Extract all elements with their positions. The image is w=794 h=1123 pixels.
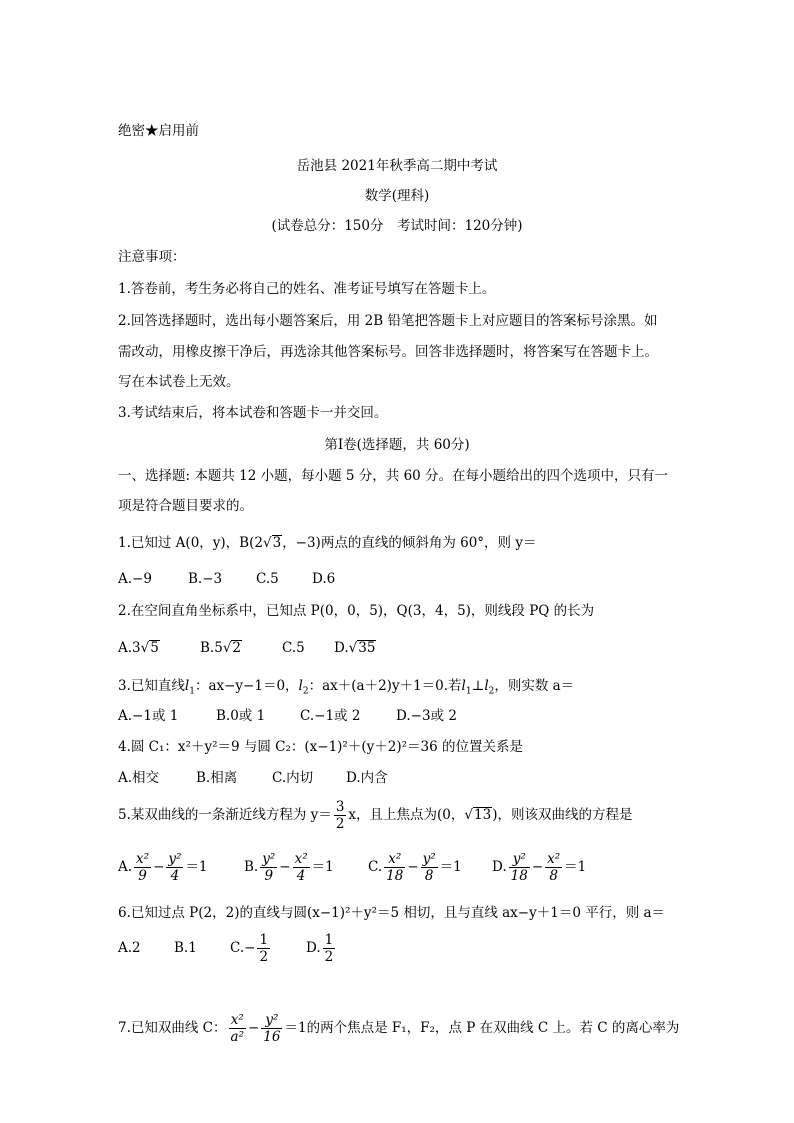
q3-p1: 3.已知直线	[118, 678, 185, 694]
q3-option-b: B.0或 1	[216, 708, 266, 724]
minus-sign: −	[153, 859, 165, 875]
q5-b-n1: y²	[262, 851, 276, 867]
question-2: 2.在空间直角坐标系中，已知点 P(0，0，5)，Q(3，4，5)，则线段 PQ 的长为	[118, 603, 595, 619]
q5-option-c	[368, 850, 462, 884]
q7-post: 的两个焦点是 F₁，F₂，点 P 在双曲线 C 上。若 C 的离心率为	[306, 1020, 680, 1036]
question-4: 4.圆 C₁：x²＋y²＝9 与圆 C₂：(x−1)²＋(y＋2)²＝36 的位置关系是	[118, 739, 523, 755]
q6-c-den: 2	[259, 949, 269, 965]
q5-b-d2: 4	[296, 868, 306, 884]
sqrt-icon: √5	[140, 640, 159, 656]
q5-d-frac1	[509, 851, 530, 884]
q5-b-frac1	[260, 851, 277, 884]
q5-c-frac1	[384, 851, 405, 884]
q5-a-label: A.	[118, 859, 133, 875]
section-title: 第Ⅰ卷(选择题，共 60分)	[324, 437, 470, 453]
q6-option-d	[306, 930, 337, 966]
q5-d-n1: y²	[509, 851, 530, 868]
q1-option-b: B.−3	[188, 571, 223, 587]
q5-a-n1: x²	[136, 851, 150, 867]
notes-heading: 注意事项：	[118, 249, 186, 265]
exam-info: (试卷总分：150分 考试时间：120分钟)	[271, 218, 523, 234]
q3-s2b: 2	[488, 686, 495, 697]
q6-d-num: 1	[324, 932, 334, 948]
q5-b-rhs: ＝1	[311, 859, 334, 875]
q3-option-a: A.−1或 1	[118, 708, 179, 724]
minus-sign: −	[279, 859, 291, 875]
q5-c-d1: 18	[386, 868, 404, 884]
q6-c-num: 1	[259, 932, 269, 948]
sqrt-3: √3	[262, 535, 282, 551]
q3-l2: l	[298, 678, 303, 694]
q5-mid: x，且上焦点为(0，	[348, 807, 465, 823]
q5-d-label: D.	[492, 859, 507, 875]
q5-b-frac2	[293, 851, 310, 884]
q5-d-rhs: ＝1	[564, 859, 587, 875]
question-6: 6.已知过点 P(2，2)的直线与圆(x−1)²＋y²＝5 相切，且与直线 ax−y＋1＝0 平行，则 a＝	[118, 905, 666, 921]
q5-b-n2: x²	[294, 851, 308, 867]
exam-subject: 数学(理科)	[364, 188, 430, 204]
q6-option-c	[230, 930, 272, 966]
q2-a-label: A.3	[118, 640, 141, 656]
q5-option-d	[492, 850, 586, 884]
q3-l1: l	[184, 678, 190, 694]
question-5	[118, 798, 632, 832]
q7-d2: 16	[263, 1029, 281, 1045]
q5-a-n2: y²	[168, 851, 182, 867]
q4-option-b: B.相离	[196, 770, 238, 786]
q2-option-c: C.5	[282, 640, 305, 656]
q3-p3: ：ax＋(a＋2)y＋1＝0.若	[308, 678, 462, 694]
question-1	[118, 534, 536, 552]
q5-fraction	[334, 799, 347, 832]
minus-sign: −	[407, 859, 419, 875]
q6-d-den: 2	[324, 949, 334, 965]
q1-option-c: C.5	[256, 571, 279, 587]
q1-post: ，−3)两点的直线的倾斜角为 60°，则 y＝	[282, 535, 537, 551]
q1-pre: 1.已知过 A(0，y)，B(2	[118, 535, 263, 551]
q5-option-b	[244, 850, 334, 884]
minus-sign: −	[531, 859, 544, 875]
note-2a: 2.回答选择题时，选出每小题答案后，用 2B 铅笔把答题卡上对应题目的答案标号涂黑。如	[118, 313, 658, 329]
q1-radicand: 3	[272, 535, 282, 551]
q5-a-d1: 9	[138, 868, 147, 884]
q6-d-frac	[323, 932, 336, 965]
q7-d1: a²	[230, 1029, 244, 1045]
sqrt-icon: √2	[222, 640, 242, 656]
q6-c-label: C.−	[230, 940, 256, 956]
note-1: 1.答卷前，考生务必将自己的姓名、准考证号填写在答题卡上。	[118, 281, 496, 297]
q5-post: )，则该双曲线的方程是	[492, 807, 633, 823]
question-7	[118, 1010, 679, 1046]
q3-p5: ，则实数 a＝	[494, 678, 575, 694]
q2-b-label: B.5	[200, 640, 223, 656]
q5-num: 3	[335, 799, 345, 815]
q4-option-c: C.内切	[272, 770, 314, 786]
q3-l1b: l	[461, 678, 466, 694]
exam-title: 岳池县 2021年秋季高二期中考试	[296, 158, 498, 174]
q2-d-label: D.	[334, 640, 349, 656]
q5-a-frac1	[134, 851, 151, 884]
note-2b: 需改动，用橡皮擦干净后，再选涂其他答案标号。回答非选择题时，将答案写在答题卡上。	[118, 344, 658, 360]
minus-sign: −	[247, 1020, 260, 1036]
q5-den: 2	[335, 816, 345, 832]
q1-option-d: D.6	[312, 571, 336, 587]
q5-a-rhs: ＝1	[185, 859, 208, 875]
q2-option-a	[118, 639, 160, 657]
q5-a-frac2	[166, 851, 183, 884]
q3-s1: 1	[189, 686, 195, 697]
q5-c-rhs: ＝1	[439, 859, 462, 875]
q5-c-n2: y²	[422, 851, 436, 867]
q4-option-a: A.相交	[118, 770, 160, 786]
q3-perp: ⊥	[471, 678, 485, 694]
q3-option-d: D.−3或 2	[396, 708, 457, 724]
q5-pre: 5.某双曲线的一条渐近线方程为 y＝	[118, 807, 332, 823]
section-intro-b: 项是符合题目要求的。	[118, 498, 253, 514]
note-3: 3.考试结束后，将本试卷和答题卡一并交回。	[118, 405, 388, 421]
secret-label: 绝密★启用前	[118, 123, 199, 139]
q5-d-n2: x²	[547, 851, 561, 867]
q3-option-c: C.−1或 2	[300, 708, 361, 724]
section-intro-a: 一、选择题: 本题共 12 小题，每小题 5 分，共 60 分。在每小题给出的四个选项中，只有一	[118, 468, 669, 484]
q2-option-b	[200, 639, 242, 657]
sqrt-icon: √35	[348, 640, 376, 656]
q5-c-d2: 8	[424, 868, 434, 884]
q7-pre: 7.已知双曲线 C：	[118, 1020, 227, 1036]
q7-rhs: ＝1	[284, 1020, 307, 1036]
q7-n1: x²	[229, 1012, 246, 1029]
q5-d-frac2	[545, 851, 562, 884]
note-2c: 写在本试卷上无效。	[118, 374, 240, 390]
q6-d-label: D.	[306, 940, 321, 956]
sqrt-icon: √13	[464, 807, 492, 823]
q7-frac2	[261, 1012, 282, 1045]
q5-c-frac2	[421, 851, 438, 884]
q5-b-d1: 9	[264, 868, 274, 884]
q2-d-radicand: 35	[358, 640, 376, 656]
q2-b-radicand: 2	[232, 640, 242, 656]
q5-option-a	[118, 850, 208, 884]
q2-option-d	[334, 639, 376, 657]
q5-d-d1: 18	[510, 868, 528, 884]
q5-d-d2: 8	[549, 868, 558, 884]
q7-frac1	[229, 1012, 246, 1045]
q4-option-d: D.内含	[346, 770, 388, 786]
q1-option-a: A.−9	[118, 571, 152, 587]
q7-n2: y²	[261, 1012, 282, 1029]
question-3	[118, 677, 574, 695]
q3-s1b: 1	[465, 686, 472, 697]
q3-p2: ：ax−y−1＝0，	[194, 678, 299, 694]
q6-option-a: A.2	[118, 940, 141, 956]
q2-a-radicand: 5	[150, 640, 159, 656]
q3-l2b: l	[484, 678, 489, 694]
q5-a-d2: 4	[170, 868, 180, 884]
q5-c-label: C.	[368, 859, 383, 875]
q6-option-b: B.1	[174, 940, 197, 956]
q6-c-frac	[257, 932, 270, 965]
q5-radicand: 13	[474, 807, 492, 823]
q5-b-label: B.	[244, 859, 259, 875]
q5-c-n1: x²	[384, 851, 405, 868]
q3-s2: 2	[302, 686, 309, 697]
